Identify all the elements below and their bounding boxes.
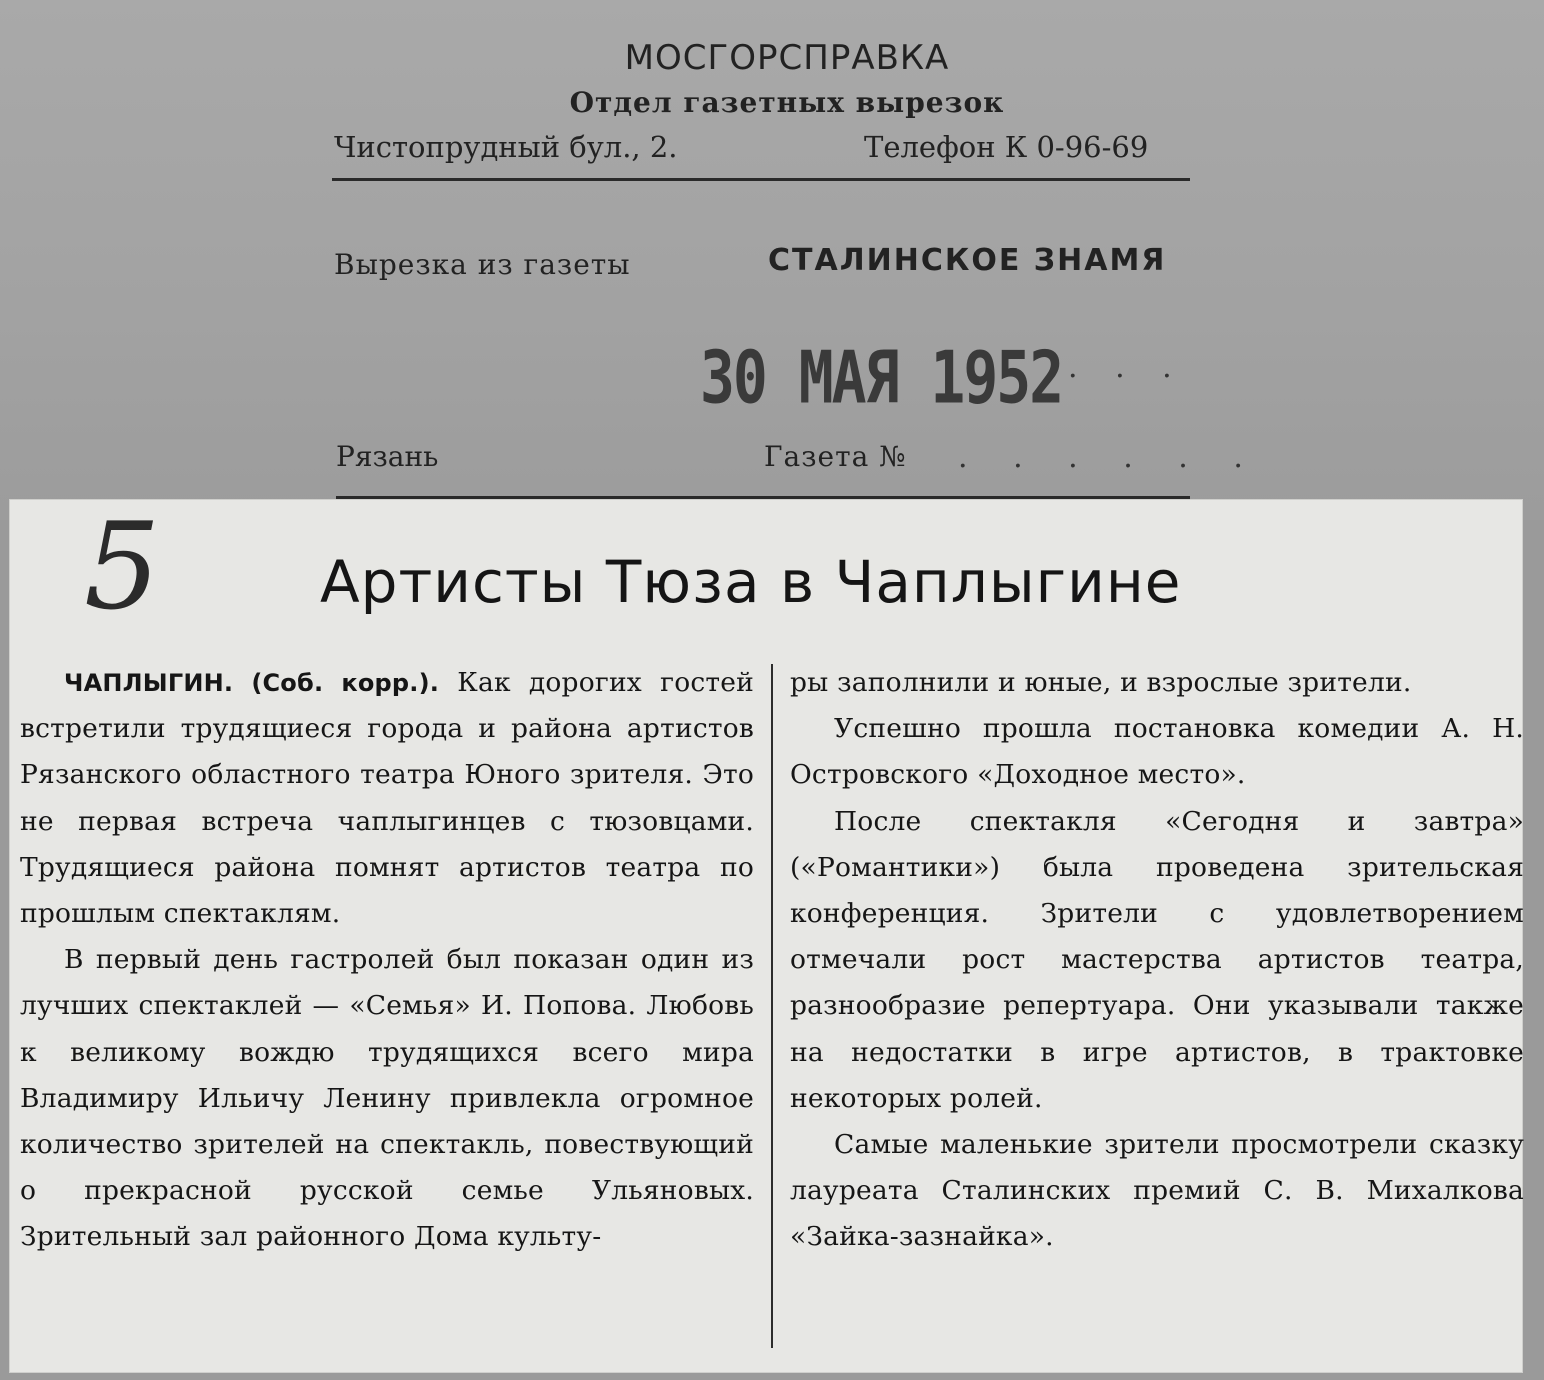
article-paragraph: В первый день гастролей был показан один из лучших спектаклей — «Семья» И. Попова. Любовь к великому вождю трудящихся всего мира Владимиру Ильичу Ленину привлекла огромное количество зрителей на спектакль, повествующий о прекрасной русской семье Ульяновых. Зрительный зал районного Дома культу-	[20, 944, 754, 1253]
header-divider	[332, 178, 1190, 181]
department-name: Отдел газетных вырезок	[569, 86, 1005, 119]
article-headline: Артисты Тюза в Чаплыгине	[320, 548, 1182, 616]
newspaper-name: СТАЛИНСКОЕ ЗНАМЯ	[768, 243, 1167, 278]
article-paragraph: После спектакля «Сегодня и завтра» («Романтики») была проведена зрительская конференция. Зрители с удовлетворением отмечали рост мастерства артистов театра, разнообразие репертуара. Они указывали также на недостатки в игре артистов, в трактовке некоторых ролей.	[790, 805, 1524, 1114]
article-lead-in: ЧАПЛЫГИН. (Соб. корр.).	[64, 669, 440, 697]
article-column-right	[790, 660, 1524, 1261]
date-dots: . . .	[1068, 350, 1186, 385]
article-paragraph	[20, 660, 754, 937]
handwritten-mark: 5	[84, 498, 161, 637]
article-paragraph: ры заполнили и юные, и взрослые зрители.	[790, 667, 1412, 698]
article-paragraph: Самые маленькие зрители просмотрели сказку лауреата Сталинских премий С. В. Михалкова «Зайка-зазнайка».	[790, 1129, 1524, 1253]
article-column-left	[20, 660, 754, 1261]
clipping-label: Вырезка из газеты	[334, 248, 631, 281]
issue-number-label: Газета №	[764, 440, 907, 473]
card-bottom-divider	[336, 496, 1190, 499]
city-label: Рязань	[336, 440, 439, 473]
article-paragraph: Успешно прошла постановка комедии А. Н. Островского «Доходное место».	[790, 713, 1524, 791]
column-divider	[771, 664, 773, 1348]
date-stamp: 30 МАЯ 1952	[700, 335, 1063, 420]
article-text: Как дорогих гостей встретили трудящиеся города и района артистов Рязанского областного театра Юного зрителя. Это не первая встреча чаплыгинцев с тюзовцами. Трудящиеся района помнят артистов театра по прошлым спектаклям.	[20, 667, 754, 930]
agency-address: Чистопрудный бул., 2.	[334, 130, 678, 164]
agency-name: МОСГОРСПРАВКА	[624, 38, 950, 78]
agency-phone: Телефон К 0-96-69	[864, 130, 1149, 164]
issue-dots: . . . . . .	[958, 440, 1261, 475]
